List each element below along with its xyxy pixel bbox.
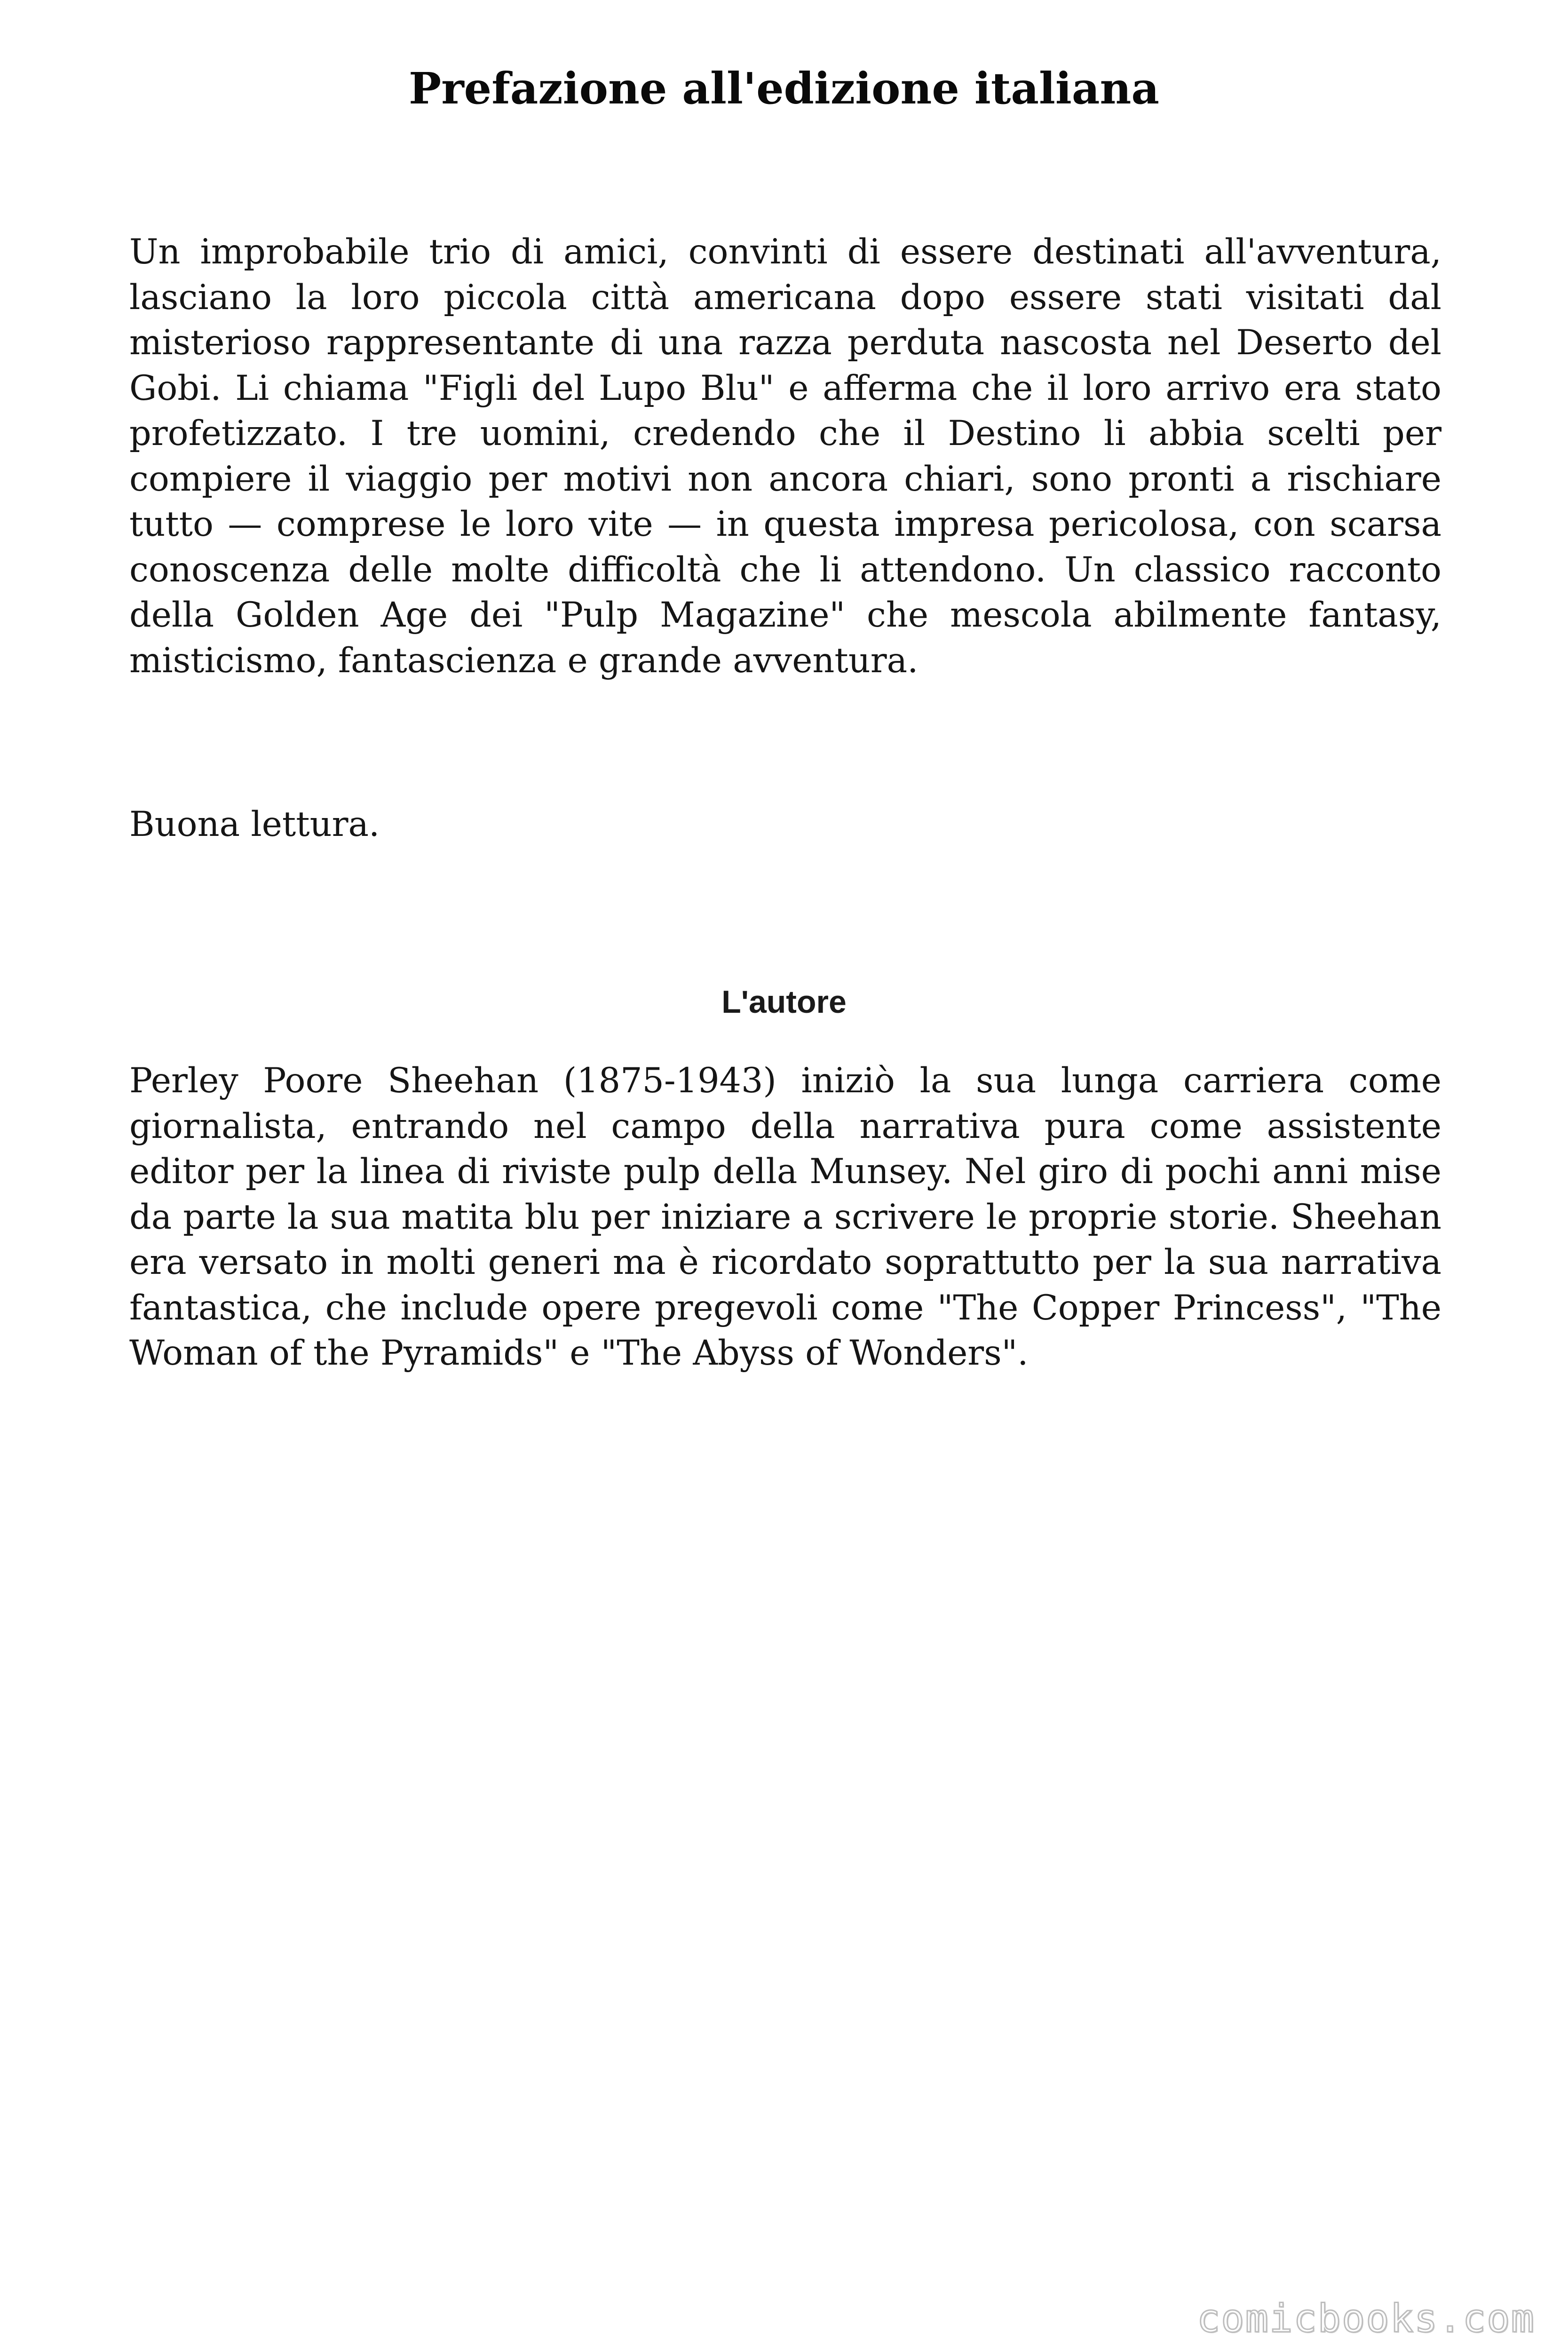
watermark: comicbooks.com: [1196, 2296, 1535, 2341]
intro-paragraph: Un improbabile trio di amici, convinti di essere destinati all'avventura, lasciano la loro piccola città americana dopo essere stati visitati dal misterioso rappresentante di una razza perduta nascosta nel Deserto del Gobi. Li chiama "Figli del Lupo Blu" e afferma che il loro arrivo era stato profetizzato. I tre uomini, credendo che il Destino li abbia scelti per compiere il viaggio per motivi non ancora chiari, sono pronti a rischiare tutto — comprese le loro vite — in questa impresa pericolosa, con scarsa conoscenza delle molte difficoltà che li attendono. Un classico racconto della Golden Age dei "Pulp Magazine" che mescola abilmente fantasy, misticismo, fantascienza e grande avventura.: [129, 232, 1441, 681]
author-paragraph: Perley Poore Sheehan (1875-1943) iniziò la sua lunga carriera come giornalista, entrando nel campo della narrativa pura come assistente editor per la linea di riviste pulp della Munsey. Nel giro di pochi anni mise da parte la sua matita blu per iniziare a scrivere le proprie storie. Sheehan era versato in molti generi ma è ricordato soprattutto per la sua narrativa fantastica, che include opere pregevoli come "The Copper Princess", "The Woman of the Pyramids" e "The Abyss of Wonders".: [129, 1061, 1441, 1373]
author-section-heading: L'autore: [721, 984, 847, 1020]
page-title: Prefazione all'edizione italiana: [409, 63, 1159, 114]
closing-line: Buona lettura.: [129, 804, 380, 844]
